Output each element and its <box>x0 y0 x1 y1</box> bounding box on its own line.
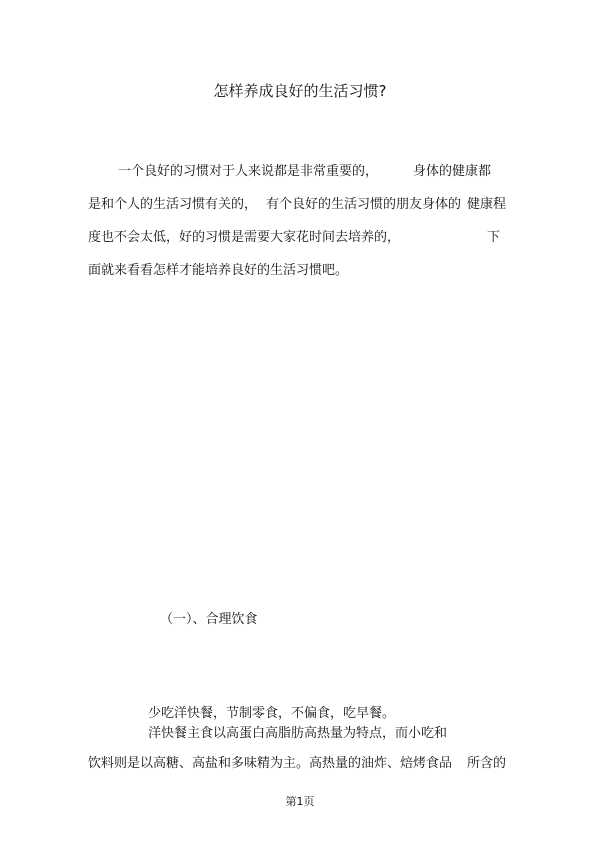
section-1-subheading: 少吃洋快餐，节制零食，不偏食，吃早餐。 <box>148 706 396 721</box>
intro-line-2-text-b: 有个良好的生活习惯的朋友身体的 <box>266 197 462 212</box>
intro-line-4-text: 面就来看看怎样才能培养良好的生活习惯吧。 <box>88 263 349 278</box>
section-1-heading: （一）、合理饮食 <box>160 612 258 627</box>
intro-line-3-text-a: 度也不会太低，好的习惯是需要大家花时间去培养的， <box>88 230 401 245</box>
intro-line-3-text-b: 下 <box>487 230 501 245</box>
intro-line-1-text-b: 身体的健康都 <box>413 164 492 179</box>
page-number: 第1页 <box>285 795 315 808</box>
intro-line-2-text-c: 健康程 <box>467 197 507 212</box>
document-title: 怎样养成良好的生活习惯? <box>213 82 387 100</box>
section-1-body-line-2-text-b: 所含的 <box>467 756 507 771</box>
intro-line-1-text-a: 一个良好的习惯对于人来说都是非常重要的， <box>118 164 379 179</box>
section-1-body-line-1: 洋快餐主食以高蛋白高脂肪高热量为特点，而小吃和 <box>148 726 448 741</box>
intro-line-2-text-a: 是和个人的生活习惯有关的， <box>88 197 258 212</box>
section-1-body-line-2-text-a: 饮料则是以高糖、高盐和多味精为主。高热量的油炸、焙烤食品 <box>88 756 453 771</box>
